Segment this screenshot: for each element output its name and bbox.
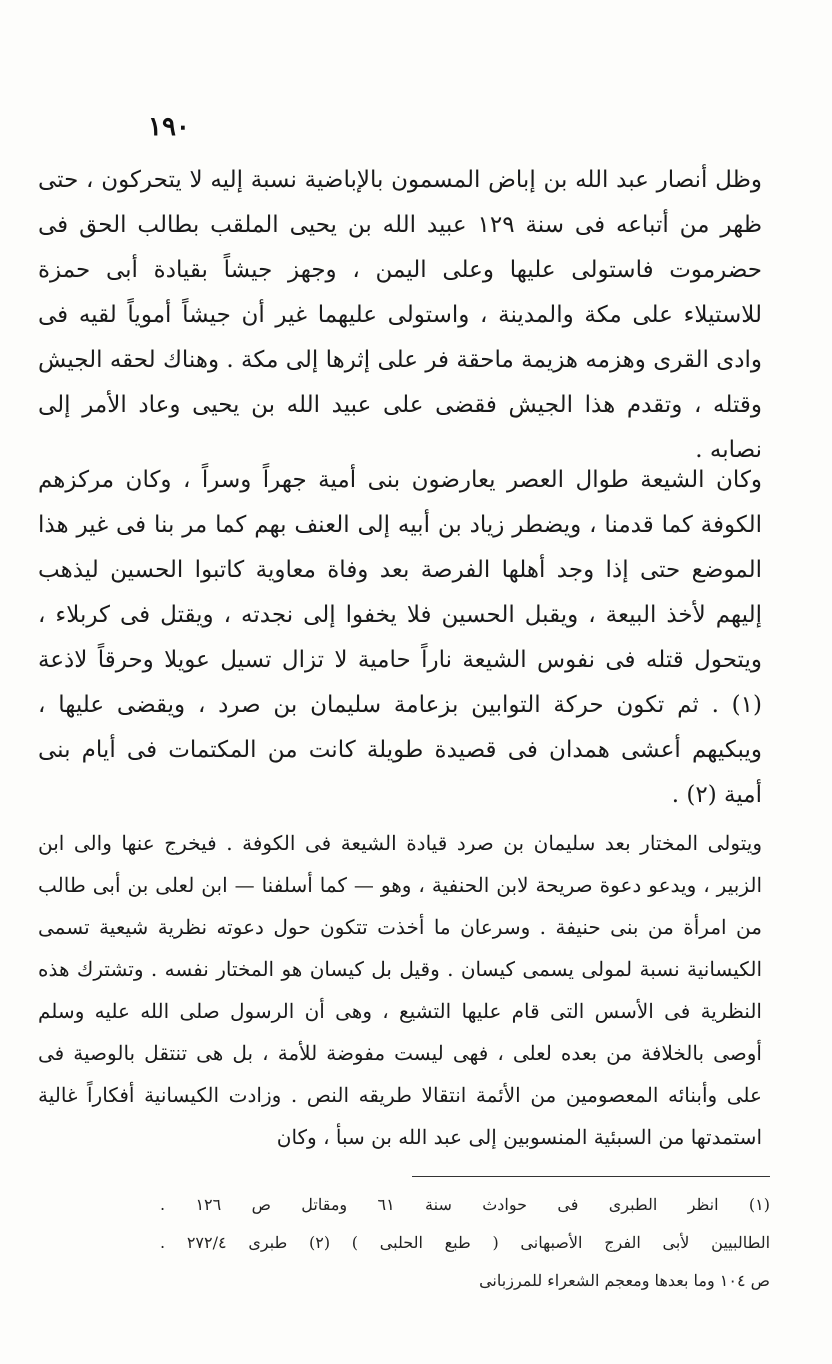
paragraph-shia-opposition: وكان الشيعة طوال العصر يعارضون بنى أمية جهراً وسراً ، وكان مركزهم الكوفة كما قدمنا ، ويضطر زياد بن أبيه إلى العنف بهم كما مر بنا فى غير هذا الموضع حتى إذا وجد أهلها الفرصة بعد وفاة معاوية كاتبوا الحسين ليذهب إليهم لأخذ البيعة ، ويقبل الحسين فلا يخفوا إلى نجدته ، ويقتل فى كربلاء ، ويتحول قتله فى نفوس الشيعة ناراً حامية لا تزال تسيل عويلا وحرقاً لاذعة (١) . ثم تكون حركة التوابين بزعامة سليمان بن صرد ، ويقضى عليها ، ويبكيهم أعشى همدان فى قصيدة طويلة كانت من المكتمات فى أيام بنى أمية (٢) .	[38, 467, 762, 808]
footnote-line: ص ١٠٤ وما بعدها ومعجم الشعراء للمرزبانى	[479, 1271, 770, 1290]
paragraph-kaysaniyya: ويتولى المختار بعد سليمان بن صرد قيادة الشيعة فى الكوفة . فيخرج عنها والى ابن الزبير ، ويدعو دعوة صريحة لابن الحنفية ، وهو — كما أسلفنا — ابن لعلى بن أبى طالب من امرأة من بنى حنيفة . وسرعان ما أخذت تتكون حول دعوته نظرية شيعية تسمى الكيسانية نسبة لمولى يسمى كيسان . وقيل بل كيسان هو المختار نفسه . وتشترك هذه النظرية فى الأسس التى قام عليها التشيع ، وهى أن الرسول صلى الله عليه وسلم أوصى بالخلافة من بعده لعلى ، فهى ليست مفوضة للأمة ، بل هى تنتقل بالوصية فى على وأبنائه المعصومين من الأئمة انتقالا طريقه النص . وزادت الكيسانية أفكاراً غالية استمدتها من السبئية المنسوبين إلى عبد الله بن سبأ ، وكان	[38, 831, 763, 1149]
paragraph-ibadiyya: وظل أنصار عبد الله بن إباض المسمون بالإباضية نسبة إليه لا يتحركون ، حتى ظهر من أتباعه فى سنة ١٢٩ عبيد الله بن يحيى الملقب بطالب الحق فى حضرموت فاستولى عليها وعلى اليمن ، وجهز جيشاً بقيادة أبى حمزة للاستيلاء على مكة والمدينة ، واستولى عليهما غير أن جيشاً أموياً لقيه فى وادى القرى وهزمه هزيمة ماحقة فر على إثرها إلى مكة . وهناك لحقه الجيش وقتله ، وتقدم هذا الجيش فقضى على عبيد الله بن يحيى وعاد الأمر إلى نصابه .	[38, 167, 763, 463]
footnote-line: (١) انظر الطبرى فى حوادث سنة ٦١ ومقاتل ص ١٢٦ .	[160, 1195, 771, 1214]
page-number: ١٩٠	[148, 112, 190, 142]
footnote-line: الطالبيين لأبى الفرج الأصبهانى ( طبع الحلبى ) (٢) طبرى ٢٧٢/٤ .	[160, 1233, 771, 1252]
footnotes	[160, 1186, 770, 1300]
footnote-divider	[412, 1176, 770, 1177]
